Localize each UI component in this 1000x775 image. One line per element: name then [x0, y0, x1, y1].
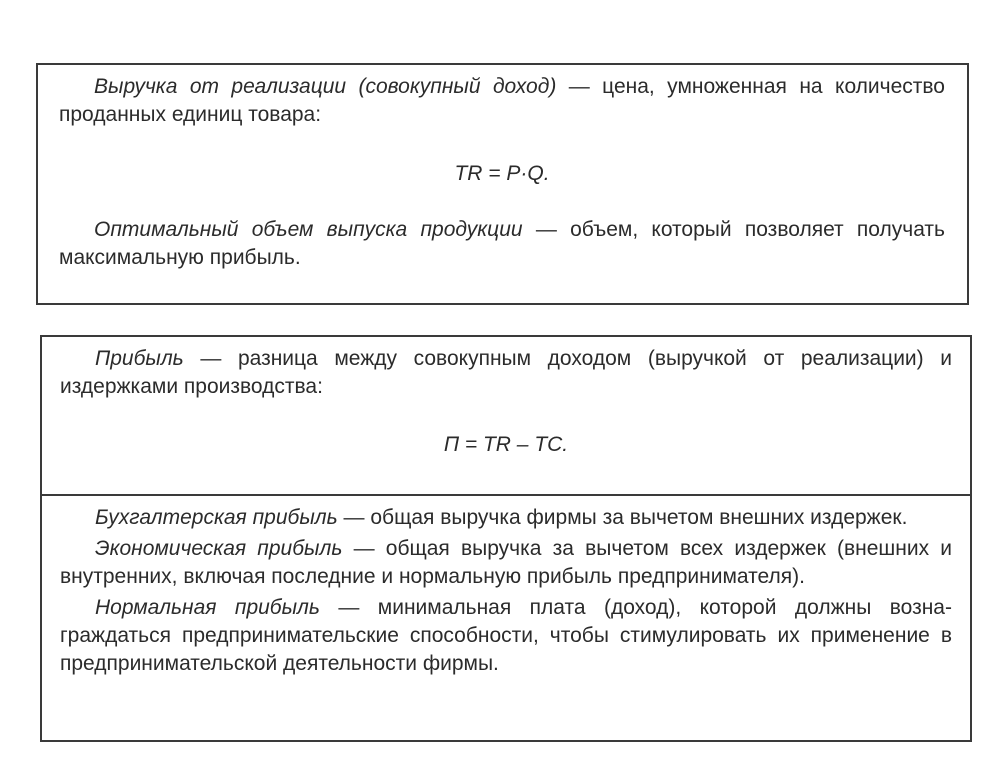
revenue-definition-text: — цена, умноженная на количество проданных единиц товара:: [59, 75, 945, 126]
profit-formula: П = TR – TC.: [443, 433, 569, 456]
revenue-definition: [59, 73, 945, 129]
optimal-output-definition-text: — объем, который позволяет получать максимальную прибыль.: [59, 218, 945, 269]
profit-types-box: [40, 494, 972, 742]
revenue-definitions-box: [36, 63, 969, 305]
profit-term: Прибыль: [95, 347, 184, 370]
accounting-profit-term: Бухгалтерская прибыль: [95, 506, 338, 529]
profit-definition-text: — разница между совокупным доходом (выручкой от реализации) и издержками производства:: [60, 347, 952, 398]
economic-profit-term: Экономическая прибыль: [95, 537, 343, 560]
optimal-output-term: Оптимальный объем выпуска продукции: [94, 218, 523, 241]
normal-profit-definition-text: — минимальная плата (доход), которой должны вознаграждаться предпринимательские способности, чтобы стимулировать их применение в предпринимательской деятельности фирмы.: [60, 596, 952, 675]
normal-profit-definition: [60, 594, 952, 678]
revenue-term: Выручка от реализации (совокупный доход): [94, 75, 557, 98]
economic-profit-definition-text: — общая выручка за вычетом всех издержек (внешних и внутренних, включая последние и нормальную прибыль предпринимателя).: [60, 537, 952, 588]
normal-profit-term: Нормальная прибыль: [95, 596, 320, 619]
profit-definition: [60, 345, 952, 401]
accounting-profit-definition: [60, 504, 952, 532]
profit-definition-box: [40, 335, 972, 496]
economic-profit-definition: [60, 535, 952, 591]
accounting-profit-definition-text: — общая выручка фирмы за вычетом внешних издержек.: [337, 506, 908, 529]
optimal-output-definition: [59, 216, 945, 272]
revenue-formula: TR = P·Q.: [454, 162, 550, 185]
